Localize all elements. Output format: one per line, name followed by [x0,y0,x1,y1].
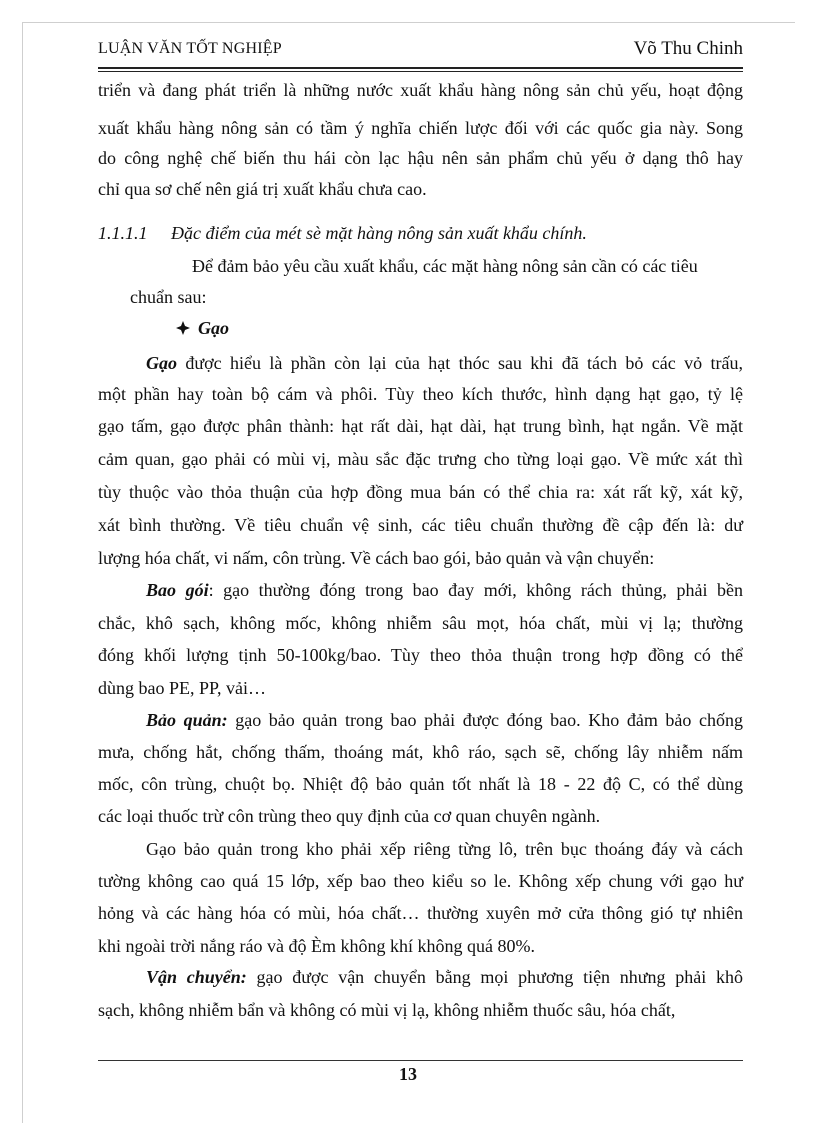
header-author: Võ Thu Chinh [633,38,743,59]
paragraph-line: sạch, không nhiễm bẩn và không có mùi vị lạ, không nhiễm thuốc sâu, hóa chất, [98,1000,676,1020]
paragraph-line: tường không cao quá 15 lớp, xếp bao theo kiểu so le. Không xếp chung với gạo hư [98,871,743,891]
paragraph-line: gạo tấm, gạo được phân thành: hạt rất dài, hạt dài, hạt trung bình, hạt ngắn. Về mặt [98,416,743,436]
paragraph-line: dùng bao PE, PP, vải… [98,678,267,698]
paragraph-line: do công nghệ chế biến thu hái còn lạc hậu nên sản phẩm chủ yếu ở dạng thô hay [98,148,743,168]
rice-bullet [176,318,229,339]
line-text: gạo bảo quản trong bao phải được đóng bao. Kho đảm bảo chống [227,710,743,730]
section-heading [98,223,587,244]
line-text: : gạo thường đóng trong bao đay mới, không rách thủng, phải bền [208,580,743,600]
footer-divider [98,1060,743,1061]
header-divider-thin [98,71,743,72]
paragraph-line [146,577,743,603]
paragraph-line [146,964,743,990]
term-rice: Gạo [146,353,177,373]
diamond-bullet-icon [176,321,190,335]
line-text: được hiểu là phần còn lại của hạt thóc sau khi đã tách bỏ các vỏ trấu, [177,353,743,373]
paragraph-line: chuẩn sau: [130,287,207,307]
term-storage: Bảo quản: [146,710,228,730]
term-transport: Vận chuyển: [146,967,247,987]
paragraph-line [146,707,743,733]
paragraph-line: mốc, côn trùng, chuột bọ. Nhiệt độ bảo quản tốt nhất là 18 - 22 độ C, có thể dùng [98,774,743,794]
paragraph-line: tùy thuộc vào thỏa thuận của hợp đồng mua bán có thể chia ra: xát rất kỹ, xát kỹ, [98,482,743,502]
paragraph-line: triển và đang phát triển là những nước xuất khẩu hàng nông sản chủ yếu, hoạt động [98,80,743,100]
bullet-label: Gạo [198,318,229,338]
paragraph-line: Để đảm bảo yêu cầu xuất khẩu, các mặt hàng nông sản cần có các tiêu [192,256,698,276]
paragraph-line: chắc, khô sạch, không mốc, không nhiễm sâu mọt, hóa chất, mùi vị lạ; thường [98,613,743,633]
header-divider [98,67,743,69]
paragraph-line: xát bình thường. Về tiêu chuẩn vệ sinh, các tiêu chuẩn thường đề cập đến là: dư [98,515,743,535]
page-header [98,40,743,66]
paragraph-line: khi ngoài trời nắng ráo và độ Èm không khí không quá 80%. [98,936,535,956]
line-text: gạo được vận chuyển bằng mọi phương tiện nhưng phải khô [246,967,743,987]
paragraph-line: chỉ qua sơ chế nên giá trị xuất khẩu chưa cao. [98,179,427,199]
paragraph-line: xuất khẩu hàng nông sản có tầm ý nghĩa chiến lược đối với các quốc gia này. Song [98,118,743,138]
section-title: Đặc điểm của mét sè mặt hàng nông sản xuất khẩu chính. [171,223,587,243]
paragraph-line: cảm quan, gạo phải có mùi vị, màu sắc đặc trưng cho từng loại gạo. Về mức xát thì [98,449,743,469]
paragraph-line: Gạo bảo quản trong kho phải xếp riêng từng lô, trên bục thoáng đáy và cách [146,839,743,859]
header-thesis-label: LUẬN VĂN TỐT NGHIỆP [98,40,282,57]
page-number: 13 [399,1064,417,1084]
paragraph-line: các loại thuốc trừ côn trùng theo quy định của cơ quan chuyên ngành. [98,806,601,826]
paragraph-line [146,350,743,376]
term-packing: Bao gói [146,580,209,600]
paragraph-line: một phần hay toàn bộ cám và phôi. Tùy theo kích thước, hình dạng hạt gạo, tỷ lệ [98,384,743,404]
paragraph-line: đóng khối lượng tịnh 50-100kg/bao. Tùy theo thỏa thuận trong hợp đồng có thể [98,645,743,665]
paragraph-line: hỏng và các hàng hóa có mùi, hóa chất… thường xuyên mở cửa thông gió tự nhiên [98,903,743,923]
section-number: 1.1.1.1 [98,223,148,243]
paragraph-line: lượng hóa chất, vi nấm, côn trùng. Về cách bao gói, bảo quản và vận chuyển: [98,548,655,568]
paragraph-line: mưa, chống hắt, chống thấm, thoáng mát, khô ráo, sạch sẽ, chống lây nhiễm nấm [98,742,743,762]
